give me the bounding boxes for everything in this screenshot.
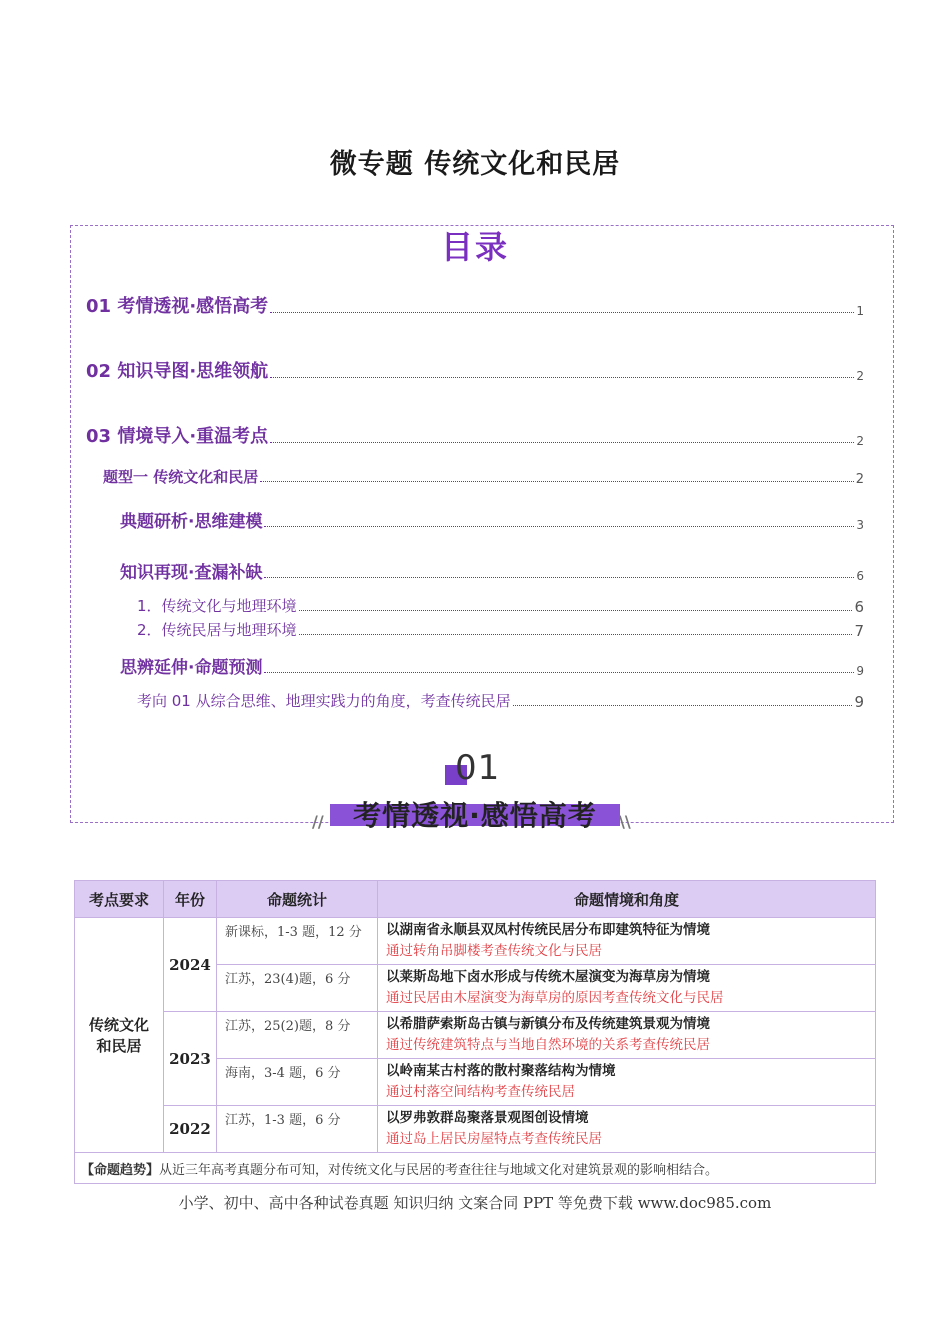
year-cell: 2022 — [164, 1106, 217, 1153]
topic-line2: 和民居 — [96, 1037, 142, 1055]
header-angle: 命题情境和角度 — [378, 881, 876, 918]
toc-entry-direction-01[interactable] — [137, 690, 864, 711]
toc-leader-dots — [264, 671, 854, 673]
toc-entry-01[interactable] — [86, 292, 864, 318]
toc-page-number: 2 — [855, 472, 864, 487]
angle-focus: 通过民居由木屋演变为海草房的原因考查传统文化与民居 — [386, 990, 724, 1006]
toc-entry-knowledge[interactable] — [120, 558, 864, 583]
angle-context: 以希腊萨索斯岛古镇与新镇分布及传统建筑景观为情境 — [386, 1016, 710, 1032]
table-row — [75, 1012, 876, 1059]
header-stat: 命题统计 — [217, 881, 378, 918]
table-row-trend — [75, 1153, 876, 1184]
toc-entry-text: 思辨延伸·命题预测 — [120, 658, 263, 678]
year-cell: 2024 — [164, 918, 217, 1012]
topic-cell — [75, 918, 164, 1153]
toc-page-number: 9 — [856, 664, 864, 678]
trend-text: 从近三年高考真题分布可知，对传统文化与民居的考查往往与地域文化对建筑景观的影响相结合。 — [159, 1162, 719, 1178]
toc-leader-dots — [264, 525, 854, 527]
angle-cell — [378, 1012, 876, 1059]
toc-entry-type1[interactable] — [103, 466, 864, 487]
toc-entry-02[interactable] — [86, 357, 864, 383]
trend-cell — [75, 1153, 876, 1184]
stat-cell: 江苏，25(2)题，8 分 — [217, 1012, 378, 1059]
toc-entry-text: 01 考情透视·感悟高考 — [86, 296, 269, 317]
toc-leader-dots — [299, 609, 853, 611]
section-number: 01 — [455, 748, 501, 788]
year-cell: 2023 — [164, 1012, 217, 1106]
table-header-row — [75, 881, 876, 918]
toc-leader-dots — [260, 480, 853, 482]
toc-entry-text: 2．传统民居与地理环境 — [137, 621, 297, 639]
toc-leader-dots — [513, 704, 853, 706]
angle-context: 以岭南某古村落的散村聚落结构为情境 — [386, 1063, 616, 1079]
stat-cell: 江苏，23(4)题，6 分 — [217, 965, 378, 1012]
stat-cell: 海南，3-4 题，6 分 — [217, 1059, 378, 1106]
toc-entry-text: 题型一 传统文化和民居 — [103, 468, 259, 486]
topic-line1: 传统文化 — [88, 1016, 149, 1034]
section-title: 考情透视·感悟高考 — [353, 799, 597, 832]
toc-leader-dots — [264, 576, 854, 578]
angle-cell — [378, 965, 876, 1012]
toc-page-number: 6 — [856, 569, 864, 583]
toc-page-number: 7 — [854, 622, 864, 640]
toc-entry-text: 考向 01 从综合思维、地理实践力的角度，考查传统民居 — [137, 692, 511, 710]
toc-leader-dots — [270, 376, 854, 378]
angle-context: 以罗弗敦群岛聚落景观图创设情境 — [386, 1110, 589, 1126]
angle-focus: 通过村落空间结构考查传统民居 — [386, 1084, 575, 1100]
toc-page-number: 3 — [856, 518, 864, 532]
angle-context: 以莱斯岛地下卤水形成与传统木屋演变为海草房为情境 — [386, 969, 710, 985]
toc-entry-text: 知识再现·查漏补缺 — [120, 563, 263, 583]
angle-cell — [378, 1059, 876, 1106]
table-row — [75, 1106, 876, 1153]
trend-label: 【命题趋势】 — [81, 1162, 160, 1178]
toc-page-number: 2 — [856, 434, 864, 448]
toc-entry-typical[interactable] — [120, 507, 864, 532]
toc-heading: 目录 — [440, 228, 509, 266]
angle-context: 以湖南省永顺县双凤村传统民居分布即建筑特征为情境 — [386, 922, 710, 938]
header-topic: 考点要求 — [75, 881, 164, 918]
toc-leader-dots — [270, 311, 854, 313]
toc-entry-text: 典题研析·思维建模 — [120, 512, 263, 532]
toc-entry-text: 02 知识导图·思维领航 — [86, 361, 269, 382]
toc-entry-knowledge-2[interactable] — [137, 619, 864, 640]
toc-page-number: 2 — [856, 369, 864, 383]
stat-cell: 新课标，1-3 题，12 分 — [217, 918, 378, 965]
toc-entry-text: 1．传统文化与地理环境 — [137, 597, 297, 615]
angle-focus: 通过转角吊脚楼考查传统文化与民居 — [386, 943, 602, 959]
toc-page-number: 1 — [856, 304, 864, 318]
angle-focus: 通过岛上居民房屋特点考查传统民居 — [386, 1131, 602, 1147]
angle-cell — [378, 1106, 876, 1153]
angle-cell — [378, 918, 876, 965]
table-row — [75, 918, 876, 965]
page-footer: 小学、初中、高中各种试卷真题 知识归纳 文案合同 PPT 等免费下载 www.doc985.com — [178, 1194, 772, 1212]
document-title: 微专题 传统文化和民居 — [329, 149, 621, 180]
toc-entry-03[interactable] — [86, 422, 864, 448]
section-deco-right: \\ — [619, 812, 631, 831]
toc-entry-extension[interactable] — [120, 653, 864, 678]
stat-cell: 江苏，1-3 题，6 分 — [217, 1106, 378, 1153]
section-deco-left: // — [312, 812, 324, 831]
header-year: 年份 — [164, 881, 217, 918]
toc-entry-knowledge-1[interactable] — [137, 595, 864, 616]
toc-entry-text: 03 情境导入·重温考点 — [86, 426, 269, 447]
angle-focus: 通过传统建筑特点与当地自然环境的关系考查传统民居 — [386, 1037, 710, 1053]
toc-page-number: 6 — [854, 598, 864, 616]
exam-analysis-table — [74, 880, 876, 1184]
toc-leader-dots — [299, 633, 853, 635]
toc-page-number: 9 — [854, 693, 864, 711]
toc-leader-dots — [270, 441, 854, 443]
